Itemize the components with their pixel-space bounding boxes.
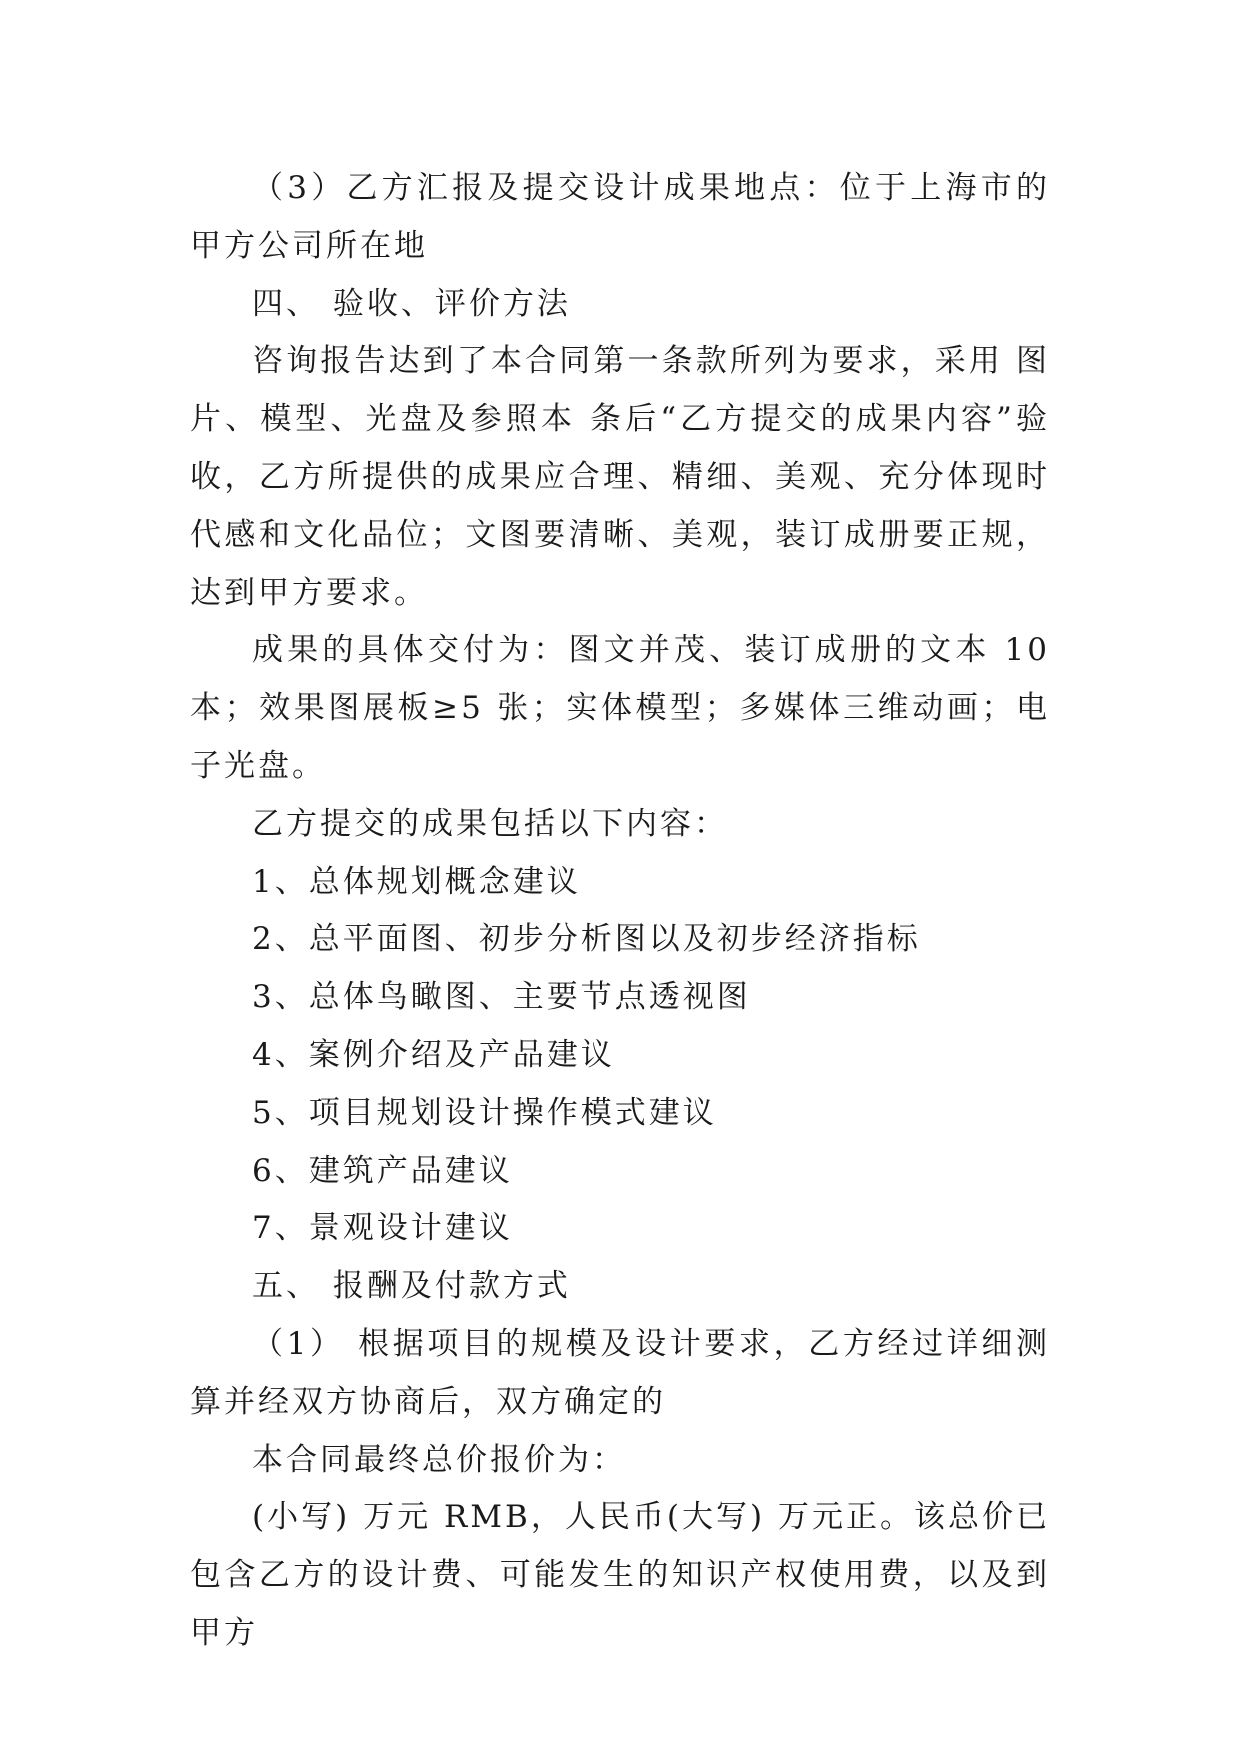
list-item: 6、建筑产品建议: [252, 1152, 513, 1189]
list-item: 1、总体规划概念建议: [252, 863, 581, 900]
list-item: 4、案例介绍及产品建议: [252, 1036, 615, 1073]
list-item: 7、景观设计建议: [252, 1210, 513, 1247]
list-item: 5、项目规划设计操作模式建议: [252, 1094, 717, 1131]
paragraph-payment-basis: （1） 根据项目的规模及设计要求，乙方经过详细测算并经双方协商后，双方确定的: [190, 1325, 1050, 1420]
section-heading-acceptance: 四、 验收、评价方法: [252, 285, 571, 322]
paragraph-final-price-label: 本合同最终总价报价为：: [252, 1441, 626, 1478]
paragraph-report-location: （3）乙方汇报及提交设计成果地点：位于上海市的甲方公司所在地: [190, 170, 1050, 264]
paragraph-deliverables: 成果的具体交付为：图文并茂、装订成册的文本 10 本；效果图展板≥5 张；实体模型；多媒体三维动画；电子光盘。: [190, 632, 1050, 784]
paragraph-acceptance-criteria: 咨询报告达到了本合同第一条款所列为要求，采用 图片、模型、光盘及参照本 条后“乙方提交的成果内容”验收，乙方所提供的成果应合理、精细、美观、充分体现时代感和文化品位；文图要清晰、美观，装订成册要正规，达到甲方要求。: [190, 343, 1050, 611]
section-heading-payment: 五、 报酬及付款方式: [252, 1268, 571, 1305]
paragraph-deliverables-intro: 乙方提交的成果包括以下内容：: [252, 805, 728, 842]
list-item: 2、总平面图、初步分析图以及初步经济指标: [252, 921, 921, 958]
list-item: 3、总体鸟瞰图、主要节点透视图: [252, 979, 751, 1016]
document-body: [190, 160, 1050, 1663]
paragraph-price-amount: (小写) 万元 RMB，人民币(大写) 万元正。该总价已包含乙方的设计费、可能发生的知识产权使用费，以及到甲方: [190, 1499, 1050, 1651]
